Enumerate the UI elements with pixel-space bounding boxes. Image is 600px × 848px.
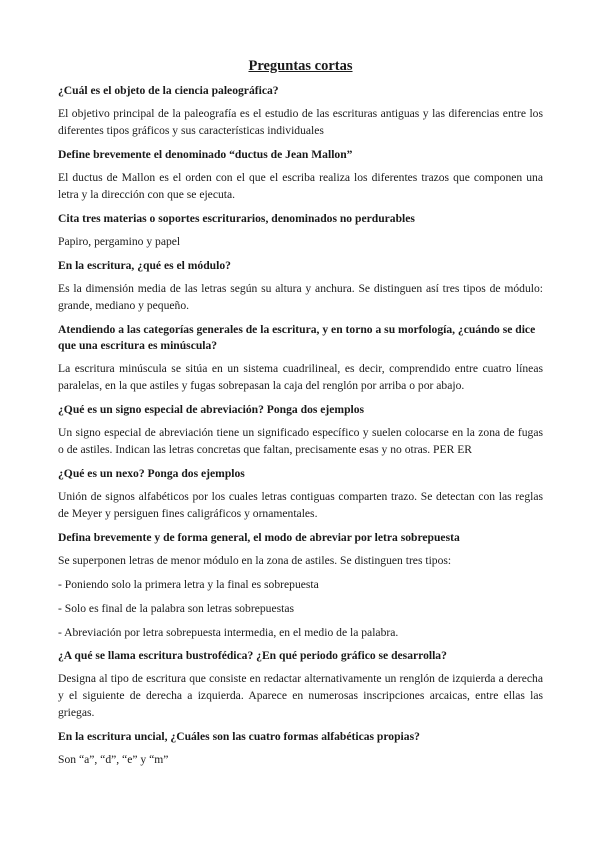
answer: Designa al tipo de escritura que consiste en redactar alternativamente un renglón de izquierda a derecha y el siguiente de derecha a izquierda. Aparece en numerosas inscripciones arcaicas, entre ellas las griegas.: [58, 672, 543, 719]
document-page: [58, 56, 543, 776]
answer: Es la dimensión media de las letras según su altura y anchura. Se distinguen así tres tipos de módulo: grande, mediano y pequeño.: [58, 282, 543, 312]
question: Defina brevemente y de forma general, el modo de abreviar por letra sobrepuesta: [58, 531, 460, 544]
qa-block: [58, 83, 543, 139]
qa-block: [58, 147, 543, 203]
answer: El ductus de Mallon es el orden con el que el escriba realiza los diferentes trazos que componen una letra y la dirección con que se ejecuta.: [58, 171, 543, 201]
answer: Unión de signos alfabéticos por los cuales letras contiguas comparten trazo. Se detectan con las reglas de Meyer y persiguen fines caligráficos y ornamentales.: [58, 490, 543, 520]
question: En la escritura uncial, ¿Cuáles son las cuatro formas alfabéticas propias?: [58, 730, 420, 743]
question: ¿A qué se llama escritura bustrofédica? ¿En qué periodo gráfico se desarrolla?: [58, 649, 447, 662]
qa-block: [58, 466, 543, 522]
question: Define brevemente el denominado “ductus de Jean Mallon”: [58, 148, 353, 161]
qa-block: [58, 322, 543, 394]
question: ¿Qué es un signo especial de abreviación? Ponga dos ejemplos: [58, 403, 365, 416]
page-title: Preguntas cortas: [248, 58, 353, 74]
list-item: - Solo es final de la palabra son letras sobrepuestas: [58, 602, 294, 615]
question: ¿Qué es un nexo? Ponga dos ejemplos: [58, 467, 245, 480]
answer: Papiro, pergamino y papel: [58, 235, 181, 248]
qa-block: [58, 211, 543, 250]
answer: Se superponen letras de menor módulo en la zona de astiles. Se distinguen tres tipos:: [58, 554, 452, 567]
qa-block: [58, 648, 543, 721]
question: En la escritura, ¿qué es el módulo?: [58, 259, 231, 272]
qa-block: [58, 402, 543, 458]
list-item: - Abreviación por letra sobrepuesta intermedia, en el medio de la palabra.: [58, 626, 399, 639]
answer: El objetivo principal de la paleografía es el estudio de las escrituras antiguas y las diferencias entre los diferentes tipos gráficos y sus características individuales: [58, 107, 543, 137]
answer: Son “a”, “d”, “e” y “m”: [58, 753, 169, 766]
question: ¿Cuál es el objeto de la ciencia paleográfica?: [58, 84, 279, 97]
list-item: - Poniendo solo la primera letra y la final es sobrepuesta: [58, 578, 319, 591]
answer: La escritura minúscula se sitúa en un sistema cuadrilineal, es decir, comprendido entre cuatro líneas paralelas, en la que astiles y fugas sobrepasan la caja del renglón por arriba o por abajo.: [58, 362, 543, 392]
qa-block: [58, 530, 543, 641]
question: Cita tres materias o soportes escriturarios, denominados no perdurables: [58, 212, 415, 225]
question: Atendiendo a las categorías generales de la escritura, y en torno a su morfología, ¿cuándo se dice que una escritura es minúscula?: [58, 323, 536, 352]
qa-block: [58, 258, 543, 314]
qa-block: [58, 729, 543, 768]
answer: Un signo especial de abreviación tiene un significado específico y suelen colocarse en la zona de fugas o de astiles. Indican las letras concretas que faltan, precisamente esas y no otras. PER ER: [58, 426, 543, 456]
